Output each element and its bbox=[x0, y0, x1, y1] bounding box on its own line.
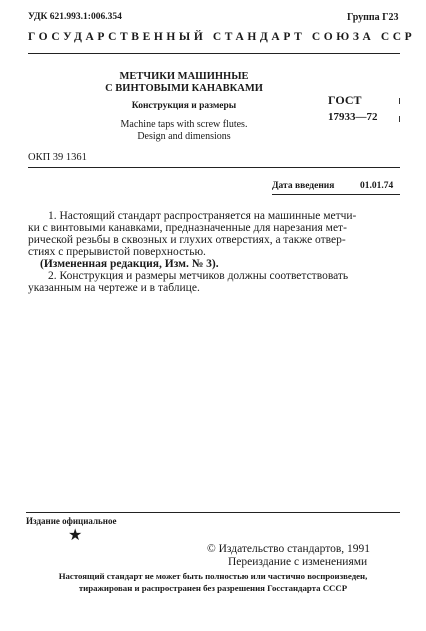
body-line-1: 1. Настоящий стандарт распространяется на машинные метчи- bbox=[48, 210, 357, 222]
banner-rule bbox=[28, 53, 400, 54]
margin-tick-top bbox=[399, 98, 400, 104]
title-english-2: Design and dimensions bbox=[137, 131, 231, 142]
intro-date-value: 01.01.74 bbox=[360, 181, 394, 191]
udk-code: УДК 621.993.1:006.354 bbox=[28, 12, 122, 22]
margin-tick-bottom bbox=[399, 116, 400, 122]
star-icon: ★ bbox=[68, 527, 83, 544]
gost-number: 17933—72 bbox=[328, 111, 378, 123]
body-line-3: рической резьбы в сквозных и глухих отверстиях, а также отвер- bbox=[28, 234, 346, 246]
body-line-4: стиях с прерывистой поверхностью. bbox=[28, 246, 206, 258]
intro-date-rule bbox=[272, 194, 400, 195]
official-edition: Издание официальное bbox=[26, 516, 117, 526]
body-line-5: 2. Конструкция и размеры метчиков должны соответствовать bbox=[48, 270, 349, 282]
publisher-copyright: © Издательство стандартов, 1991 bbox=[207, 543, 371, 555]
amendment-note: (Измененная редакция, Изм. № 3). bbox=[40, 258, 219, 270]
body-line-6: указанным на чертеже и в таблице. bbox=[28, 282, 200, 294]
reissue-note: Переиздание с изменениями bbox=[228, 556, 368, 568]
title-english-1: Machine taps with screw flutes. bbox=[120, 119, 248, 130]
okp-code: ОКП 39 1361 bbox=[28, 152, 87, 163]
body-line-2: ки с винтовыми канавками, предназначенные для нарезания мет- bbox=[28, 222, 347, 234]
gost-label: ГОСТ bbox=[328, 93, 362, 107]
intro-date-label: Дата введения bbox=[272, 181, 335, 191]
footer-rule bbox=[26, 512, 400, 513]
okp-rule bbox=[28, 167, 400, 168]
copyright-notice-1: Настоящий стандарт не может быть полностью или частично воспроизведен, bbox=[58, 571, 368, 581]
group-code: Группа Г23 bbox=[347, 12, 399, 23]
title-line-2: С ВИНТОВЫМИ КАНАВКАМИ bbox=[105, 83, 263, 94]
title-subtitle: Конструкция и размеры bbox=[131, 101, 237, 111]
title-line-1: МЕТЧИКИ МАШИННЫЕ bbox=[119, 71, 249, 82]
copyright-notice-2: тиражирован и распространен без разрешения Госстандарта СССР bbox=[78, 583, 348, 593]
standard-banner: ГОСУДАРСТВЕННЫЙ СТАНДАРТ СОЮЗА ССР bbox=[28, 31, 416, 43]
